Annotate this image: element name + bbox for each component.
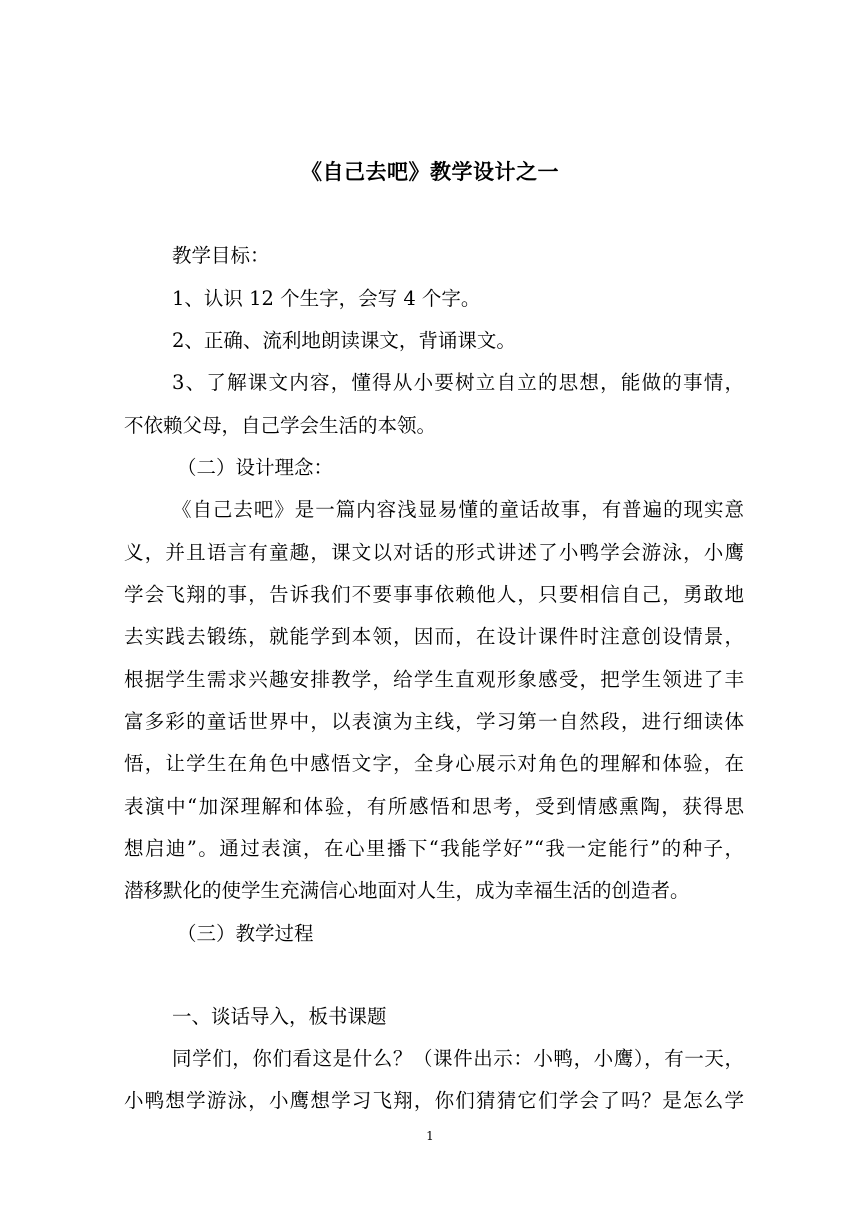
paragraph-line: 同学们，你们看这是什么？（课件出示：小鸭，小鹰），有一天， bbox=[172, 1047, 744, 1070]
paragraph-line: 根据学生需求兴趣安排教学，给学生直观形象感受，把学生领进了丰 bbox=[124, 668, 744, 691]
step-heading-1: 一、谈话导入，板书课题 bbox=[172, 1005, 387, 1028]
paragraph-line: 《自己去吧》是一篇内容浅显易懂的童话故事，有普遍的现实意 bbox=[172, 498, 744, 521]
paragraph-line: 富多彩的童话世界中，以表演为主线，学习第一自然段，进行细读体 bbox=[124, 710, 744, 733]
goal-item-2: 2、正确、流利地朗读课文，背诵课文。 bbox=[172, 329, 516, 352]
paragraph-line: 表演中“加深理解和体验，有所感悟和思考，受到情感熏陶，获得思 bbox=[124, 795, 744, 818]
page-number: 1 bbox=[426, 1129, 434, 1143]
paragraph-line: 想启迪”。通过表演，在心里播下“我能学好”“我一定能行”的种子， bbox=[124, 837, 744, 860]
section-heading-goals: 教学目标： bbox=[172, 244, 270, 267]
paragraph-line: 去实践去锻练，就能学到本领，因而，在设计课件时注意创设情景， bbox=[124, 625, 744, 648]
paragraph-line: 学会飞翔的事，告诉我们不要事事依赖他人，只要相信自己，勇敢地 bbox=[124, 583, 744, 606]
paragraph-line: 潜移默化的使学生充满信心地面对人生，成为幸福生活的创造者。 bbox=[124, 879, 690, 902]
goal-item-3: 3、了解课文内容，懂得从小要树立自立的思想，能做的事情， bbox=[172, 371, 744, 394]
goal-item-1: 1、认识 12 个生字，会写 4 个字。 bbox=[172, 287, 481, 310]
section-heading-teaching-process: （三）教学过程 bbox=[177, 922, 314, 945]
paragraph-line: 悟，让学生在角色中感悟文字，全身心展示对角色的理解和体验，在 bbox=[124, 752, 744, 775]
section-heading-design-concept: （二）设计理念： bbox=[177, 456, 334, 479]
paragraph-line: 义，并且语言有童趣，课文以对话的形式讲述了小鸭学会游泳，小鹰 bbox=[124, 541, 744, 564]
goal-item-3-continued: 不依赖父母，自己学会生活的本领。 bbox=[124, 414, 437, 437]
paragraph-line: 小鸭想学游泳，小鹰想学习飞翔，你们猜猜它们学会了吗？是怎么学 bbox=[124, 1089, 744, 1112]
document-title: 《自己去吧》教学设计之一 bbox=[301, 159, 559, 184]
